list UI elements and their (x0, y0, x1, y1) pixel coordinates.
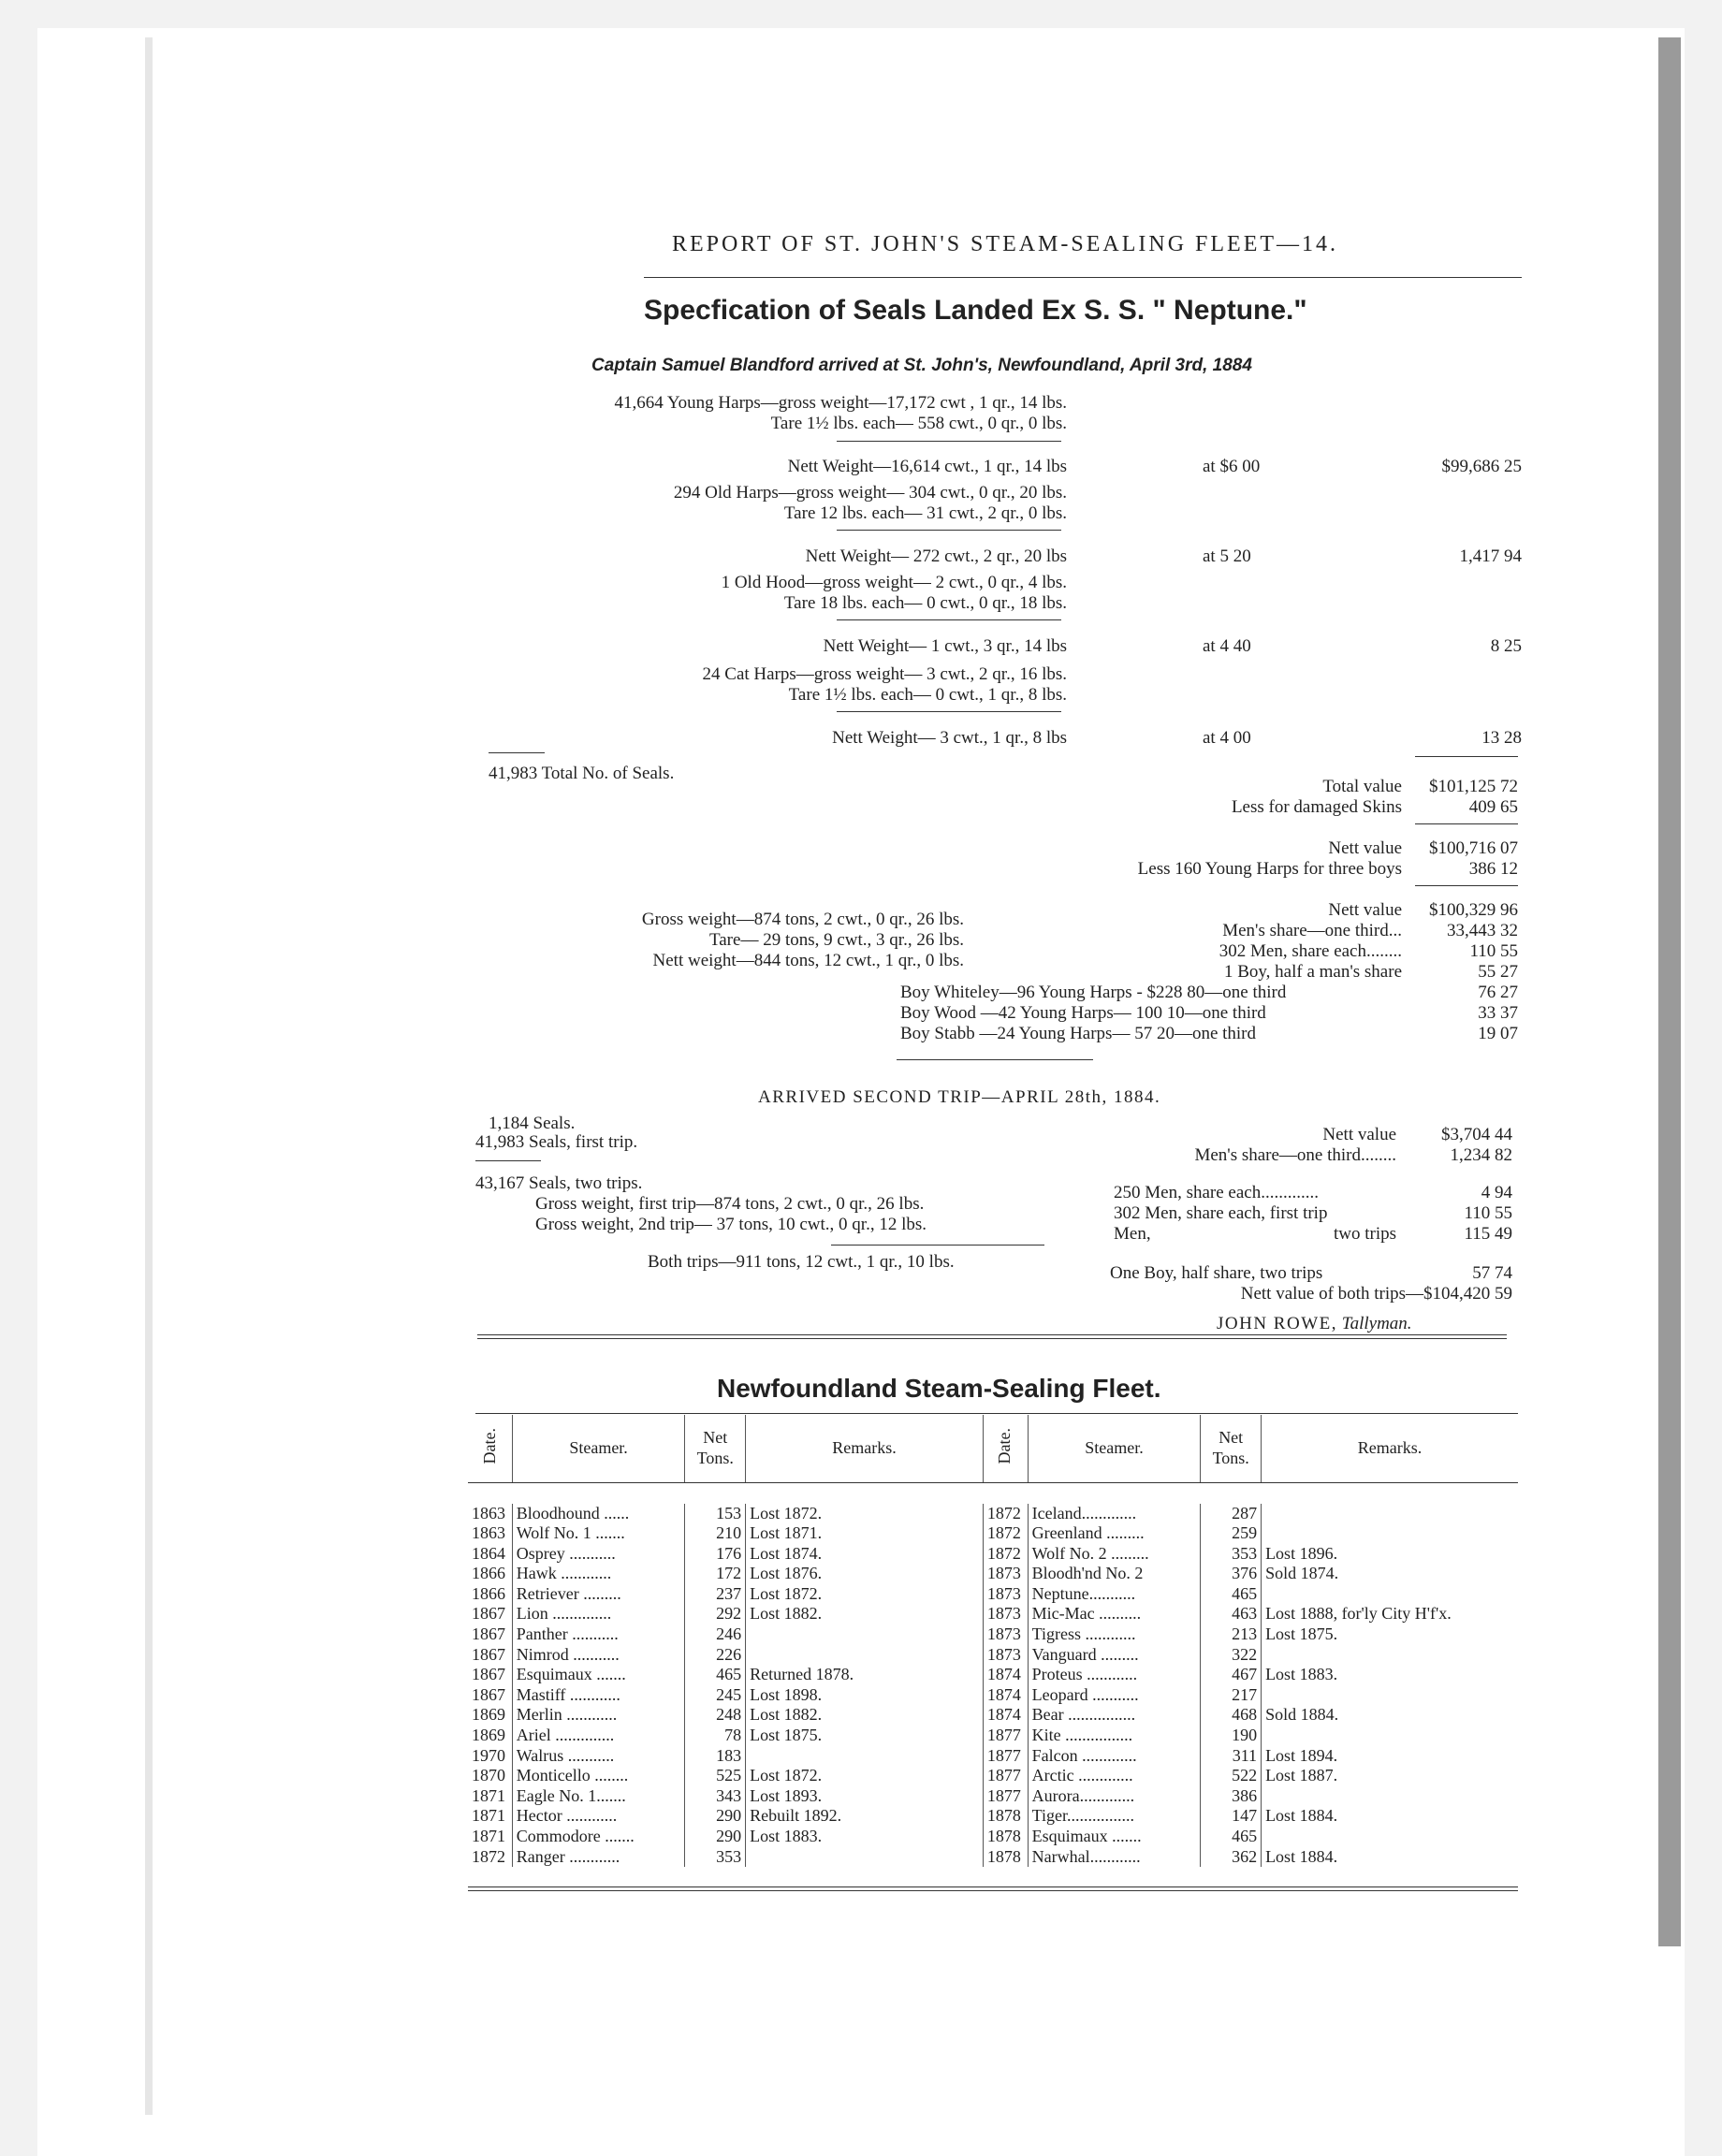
tallyman-title: Tallyman. (1341, 1314, 1412, 1333)
left-remarks-cell: Lost 1898. (746, 1685, 984, 1706)
left-steamer-cell: Walrus ........... (512, 1746, 685, 1767)
old-harps-tare: Tare 12 lbs. each— 31 cwt., 2 qr., 0 lbs. (783, 503, 1067, 523)
young-harps-value: $99,686 25 (1441, 457, 1522, 476)
tallyman-block (1217, 1314, 1412, 1334)
boy-stabb: 19 07 (1478, 1024, 1518, 1043)
sum-rule (831, 1245, 1044, 1246)
total-value-label: Total value (1322, 777, 1402, 796)
right-tons-cell: 190 (1201, 1726, 1262, 1746)
left-remarks-cell: Lost 1882. (746, 1705, 984, 1726)
old-harps-rate: at 5 20 (1203, 546, 1251, 566)
left-steamer-cell: Monticello ........ (512, 1766, 685, 1786)
left-tons-cell: 246 (685, 1624, 746, 1645)
right-steamer-cell: Neptune........... (1028, 1584, 1201, 1605)
right-steamer-cell: Bear ................ (1028, 1705, 1201, 1726)
table-row (468, 1504, 1518, 1524)
damaged-label: Less for damaged Skins (1231, 797, 1402, 817)
right-tons-cell: 259 (1201, 1523, 1262, 1544)
cat-harps-rate: at 4 00 (1203, 728, 1251, 748)
left-remarks-cell: Lost 1875. (746, 1726, 984, 1746)
trip2-mens: 1,234 82 (1450, 1145, 1512, 1165)
left-remarks-cell: Rebuilt 1892. (746, 1806, 984, 1827)
right-remarks-cell (1262, 1584, 1518, 1605)
nett-weight: Nett weight—844 tons, 12 cwt., 1 qr., 0 lbs. (652, 951, 964, 970)
nett-value-2-label: Nett value (1328, 900, 1402, 920)
left-steamer-cell: Nimrod ........... (512, 1645, 685, 1666)
head-rule (644, 277, 1522, 278)
table-row (468, 1544, 1518, 1565)
table-row (468, 1827, 1518, 1847)
left-date-cell: 1870 (468, 1766, 512, 1786)
table-row (468, 1665, 1518, 1685)
right-remarks-cell: Lost 1887. (1265, 1766, 1338, 1785)
right-remarks-cell: Lost 1894. (1265, 1745, 1338, 1765)
two-trips-seals: 43,167 Seals, two trips. (475, 1173, 643, 1193)
left-steamer-cell: Mastiff ............ (512, 1685, 685, 1706)
both-trips-value: Nett value of both trips—$104,420 59 (1240, 1284, 1512, 1304)
boy-two-trips-label: One Boy, half share, two trips (1110, 1263, 1323, 1283)
boy-whiteley-label: Boy Whiteley—96 Young Harps - $228 80—one third (900, 983, 1287, 1002)
left-remarks-cell: Lost 1893. (746, 1786, 984, 1807)
right-steamer-cell: Tigress ............ (1028, 1624, 1201, 1645)
table-row (468, 1685, 1518, 1706)
right-tons-cell: 465 (1201, 1827, 1262, 1847)
remarks-header: Remarks. (746, 1415, 984, 1483)
left-remarks-cell: Lost 1874. (746, 1544, 984, 1565)
left-remarks-cell: Lost 1872. (746, 1584, 984, 1605)
right-date-cell: 1874 (983, 1665, 1028, 1685)
sum-rule (837, 619, 1061, 620)
table-row (468, 1806, 1518, 1827)
right-remarks-cell (1262, 1726, 1518, 1746)
right-date-cell: 1878 (983, 1847, 1028, 1868)
old-hood-rate: at 4 40 (1203, 636, 1251, 656)
left-date-cell: 1863 (468, 1523, 512, 1544)
left-tons-cell: 237 (685, 1584, 746, 1605)
total-value: $101,125 72 (1429, 777, 1518, 796)
men-302-first-label: 302 Men, share each, first trip (1114, 1203, 1328, 1223)
table-row (468, 1746, 1518, 1767)
left-remarks-cell: Returned 1878. (746, 1665, 984, 1685)
left-steamer-cell: Lion .............. (512, 1604, 685, 1624)
left-steamer-cell: Commodore ....... (512, 1827, 685, 1847)
table-row (468, 1604, 1518, 1624)
right-tons-cell: 217 (1201, 1685, 1262, 1706)
boys-deduction: 386 12 (1468, 859, 1518, 879)
right-steamer-cell: Iceland............. (1028, 1504, 1201, 1524)
left-steamer-cell: Bloodhound ...... (512, 1504, 685, 1524)
tons-header: Net Tons. (1201, 1415, 1262, 1483)
right-steamer-cell: Leopard ........... (1028, 1685, 1201, 1706)
left-date-cell: 1867 (468, 1645, 512, 1666)
boy-two-trips: 57 74 (1472, 1263, 1512, 1283)
left-tons-cell: 210 (685, 1523, 746, 1544)
left-steamer-cell: Panther ........... (512, 1624, 685, 1645)
right-date-cell: 1877 (983, 1786, 1028, 1807)
left-tons-cell: 153 (685, 1504, 746, 1524)
right-steamer-cell: Vanguard ......... (1028, 1645, 1201, 1666)
right-remarks-cell: Lost 1896. (1265, 1543, 1338, 1563)
right-tons-cell: 287 (1201, 1504, 1262, 1524)
left-tons-cell: 245 (685, 1685, 746, 1706)
right-remarks-cell (1262, 1827, 1518, 1847)
left-remarks-cell (746, 1624, 984, 1645)
gross-weight: Gross weight—874 tons, 2 cwt., 0 qr., 26 lbs. (641, 910, 964, 929)
table-row (468, 1523, 1518, 1544)
short-rule (475, 1160, 541, 1161)
gross-second-trip: Gross weight, 2nd trip— 37 tons, 10 cwt., 0 qr., 12 lbs. (535, 1215, 927, 1234)
trip2-mens-label: Men's share—one third........ (1194, 1145, 1396, 1165)
right-date-cell: 1877 (983, 1726, 1028, 1746)
fleet-body (468, 1504, 1518, 1868)
left-date-cell: 1864 (468, 1544, 512, 1565)
right-date-cell: 1874 (983, 1705, 1028, 1726)
right-tons-cell: 468 (1201, 1705, 1262, 1726)
left-date-cell: 1867 (468, 1685, 512, 1706)
left-remarks-cell (746, 1645, 984, 1666)
left-steamer-cell: Retriever ......... (512, 1584, 685, 1605)
men-two-trips: 115 49 (1464, 1224, 1512, 1244)
left-date-cell: 1866 (468, 1584, 512, 1605)
first-trip-seals: 41,983 Seals, first trip. (475, 1132, 638, 1152)
mens-share-label: Men's share—one third... (1222, 921, 1402, 940)
boy-half: 55 27 (1478, 962, 1518, 982)
right-steamer-cell: Esquimaux ....... (1028, 1827, 1201, 1847)
cat-harps-nett: Nett Weight— 3 cwt., 1 qr., 8 lbs (832, 728, 1067, 748)
right-steamer-cell: Wolf No. 2 ......... (1028, 1544, 1201, 1565)
table-row (468, 1766, 1518, 1786)
fleet-header-row (468, 1415, 1518, 1483)
left-remarks-cell: Lost 1883. (746, 1827, 984, 1847)
mens-share: 33,443 32 (1447, 921, 1518, 940)
scanner-edge-shadow (1658, 37, 1681, 1946)
left-date-cell: 1867 (468, 1665, 512, 1685)
page-title: Specfication of Seals Landed Ex S. S. " Neptune." (644, 295, 1307, 326)
left-date-cell: 1871 (468, 1786, 512, 1807)
right-tons-cell: 322 (1201, 1645, 1262, 1666)
right-tons-cell: 467 (1201, 1665, 1262, 1685)
left-tons-cell: 226 (685, 1645, 746, 1666)
remarks-header: Remarks. (1262, 1415, 1518, 1483)
left-date-cell: 1867 (468, 1624, 512, 1645)
right-remarks-cell: Lost 1883. (1265, 1665, 1338, 1684)
left-tons-cell: 353 (685, 1847, 746, 1868)
right-remarks-cell: Lost 1884. (1265, 1846, 1338, 1866)
right-date-cell: 1878 (983, 1806, 1028, 1827)
right-steamer-cell: Tiger................ (1028, 1806, 1201, 1827)
both-trips-weight: Both trips—911 tons, 12 cwt., 1 qr., 10 lbs. (648, 1252, 955, 1272)
left-date-cell: 1871 (468, 1827, 512, 1847)
tallyman-name: JOHN ROWE, (1217, 1314, 1337, 1333)
sum-rule (837, 441, 1061, 442)
left-steamer-cell: Osprey ........... (512, 1544, 685, 1565)
sum-rule (837, 711, 1061, 712)
short-rule (489, 752, 545, 753)
left-tons-cell: 525 (685, 1766, 746, 1786)
men-two-trips-suffix: two trips (1333, 1224, 1396, 1244)
steamer-header: Steamer. (512, 1415, 685, 1483)
left-date-cell: 1869 (468, 1705, 512, 1726)
table-row (468, 1705, 1518, 1726)
left-tons-cell: 290 (685, 1806, 746, 1827)
left-date-cell: 1871 (468, 1806, 512, 1827)
left-tons-cell: 290 (685, 1827, 746, 1847)
left-steamer-cell: Ariel .............. (512, 1726, 685, 1746)
fleet-bottom-rule (468, 1886, 1518, 1891)
left-tons-cell: 248 (685, 1705, 746, 1726)
second-trip-seals: 1,184 Seals. (489, 1114, 576, 1133)
right-steamer-cell: Greenland ......... (1028, 1523, 1201, 1544)
gross-first-trip: Gross weight, first trip—874 tons, 2 cwt., 0 qr., 26 lbs. (535, 1194, 925, 1214)
total-seals: 41,983 Total No. of Seals. (489, 764, 675, 783)
old-hood-nett: Nett Weight— 1 cwt., 3 qr., 14 lbs (823, 636, 1067, 656)
left-tons-cell: 465 (685, 1665, 746, 1685)
right-steamer-cell: Bloodh'nd No. 2 (1028, 1564, 1201, 1584)
left-tons-cell: 183 (685, 1746, 746, 1767)
right-date-cell: 1872 (983, 1523, 1028, 1544)
left-date-cell: 1867 (468, 1604, 512, 1624)
nett-value-1-label: Nett value (1328, 838, 1402, 858)
left-steamer-cell: Wolf No. 1 ....... (512, 1523, 685, 1544)
boy-wood-label: Boy Wood —42 Young Harps— 100 10—one third (900, 1003, 1266, 1023)
old-hood-tare: Tare 18 lbs. each— 0 cwt., 0 qr., 18 lbs. (783, 593, 1067, 613)
steamer-header: Steamer. (1028, 1415, 1201, 1483)
old-hood-value: 8 25 (1490, 636, 1522, 656)
trip2-nett: $3,704 44 (1441, 1125, 1512, 1144)
left-remarks-cell: Lost 1882. (746, 1604, 984, 1624)
right-date-cell: 1872 (983, 1504, 1028, 1524)
left-remarks-cell (746, 1746, 984, 1767)
young-harps-rate: at $6 00 (1203, 457, 1261, 476)
second-trip-heading: ARRIVED SECOND TRIP—APRIL 28th, 1884. (758, 1087, 1161, 1107)
old-harps-gross: 294 Old Harps—gross weight— 304 cwt., 0 qr., 20 lbs. (673, 483, 1067, 503)
left-date-cell: 1970 (468, 1746, 512, 1767)
left-steamer-cell: Hawk ............ (512, 1564, 685, 1584)
trip2-nett-label: Nett value (1322, 1125, 1396, 1144)
underlying-page-edge (145, 37, 153, 2115)
fleet-top-rule (475, 1413, 1518, 1414)
left-remarks-cell: Lost 1871. (746, 1523, 984, 1544)
nett-value-2: $100,329 96 (1429, 900, 1518, 920)
left-steamer-cell: Eagle No. 1....... (512, 1786, 685, 1807)
right-tons-cell: 362 (1201, 1847, 1262, 1868)
left-steamer-cell: Merlin ............ (512, 1705, 685, 1726)
boy-whiteley: 76 27 (1478, 983, 1518, 1002)
left-date-cell: 1866 (468, 1564, 512, 1584)
table-row (468, 1847, 1518, 1868)
cat-harps-tare: Tare 1½ lbs. each— 0 cwt., 1 qr., 8 lbs. (788, 685, 1067, 705)
right-steamer-cell: Aurora............. (1028, 1786, 1201, 1807)
right-steamer-cell: Falcon ............. (1028, 1746, 1201, 1767)
left-tons-cell: 78 (685, 1726, 746, 1746)
fleet-title: Newfoundland Steam-Sealing Fleet. (717, 1374, 1161, 1403)
left-remarks-cell (746, 1847, 984, 1868)
right-remarks-cell: Lost 1888, for'ly City H'f'x. (1265, 1604, 1452, 1624)
old-hood-gross: 1 Old Hood—gross weight— 2 cwt., 0 qr., 4 lbs. (721, 573, 1067, 592)
sum-rule (1415, 823, 1518, 824)
left-remarks-cell: Lost 1876. (746, 1564, 984, 1584)
right-date-cell: 1877 (983, 1766, 1028, 1786)
tare-weight: Tare— 29 tons, 9 cwt., 3 qr., 26 lbs. (708, 930, 964, 950)
right-tons-cell: 386 (1201, 1786, 1262, 1807)
right-date-cell: 1872 (983, 1544, 1028, 1565)
boy-half-label: 1 Boy, half a man's share (1223, 962, 1402, 982)
right-tons-cell: 376 (1201, 1564, 1262, 1584)
right-steamer-cell: Arctic ............. (1028, 1766, 1201, 1786)
left-steamer-cell: Hector ............ (512, 1806, 685, 1827)
right-tons-cell: 311 (1201, 1746, 1262, 1767)
right-tons-cell: 463 (1201, 1604, 1262, 1624)
right-remarks-cell: Lost 1875. (1265, 1624, 1338, 1644)
right-remarks-cell: Sold 1874. (1265, 1564, 1339, 1583)
right-remarks-cell (1262, 1685, 1518, 1706)
page-subtitle: Captain Samuel Blandford arrived at St. John's, Newfoundland, April 3rd, 1884 (591, 356, 1252, 375)
left-tons-cell: 172 (685, 1564, 746, 1584)
right-remarks-cell (1262, 1523, 1518, 1544)
right-remarks-cell (1262, 1786, 1518, 1807)
men-250-label: 250 Men, share each............. (1114, 1183, 1319, 1202)
cat-harps-gross: 24 Cat Harps—gross weight— 3 cwt., 2 qr., 16 lbs. (702, 664, 1067, 684)
right-steamer-cell: Proteus ............ (1028, 1665, 1201, 1685)
men-302: 110 55 (1469, 941, 1518, 961)
right-tons-cell: 147 (1201, 1806, 1262, 1827)
right-date-cell: 1873 (983, 1564, 1028, 1584)
left-date-cell: 1872 (468, 1847, 512, 1868)
sum-rule (837, 530, 1061, 531)
left-remarks-cell: Lost 1872. (746, 1504, 984, 1524)
old-harps-value: 1,417 94 (1459, 546, 1522, 566)
boy-stabb-label: Boy Stabb —24 Young Harps— 57 20—one third (900, 1024, 1257, 1043)
right-date-cell: 1873 (983, 1645, 1028, 1666)
men-302-first: 110 55 (1464, 1203, 1512, 1223)
young-harps-nett: Nett Weight—16,614 cwt., 1 qr., 14 lbs (787, 457, 1067, 476)
old-harps-nett: Nett Weight— 272 cwt., 2 qr., 20 lbs (805, 546, 1067, 566)
left-tons-cell: 292 (685, 1604, 746, 1624)
table-row (468, 1645, 1518, 1666)
right-tons-cell: 465 (1201, 1584, 1262, 1605)
men-302-label: 302 Men, share each........ (1219, 941, 1402, 961)
right-date-cell: 1877 (983, 1746, 1028, 1767)
right-steamer-cell: Mic-Mac .......... (1028, 1604, 1201, 1624)
right-tons-cell: 353 (1201, 1544, 1262, 1565)
right-steamer-cell: Kite ................ (1028, 1726, 1201, 1746)
right-remarks-cell (1262, 1645, 1518, 1666)
left-steamer-cell: Ranger ............ (512, 1847, 685, 1868)
fleet-table (468, 1415, 1518, 1867)
right-tons-cell: 522 (1201, 1766, 1262, 1786)
table-row (468, 1786, 1518, 1807)
right-remarks-cell: Sold 1884. (1265, 1705, 1339, 1725)
right-date-cell: 1874 (983, 1685, 1028, 1706)
table-row (468, 1564, 1518, 1584)
right-tons-cell: 213 (1201, 1624, 1262, 1645)
nett-value-1: $100,716 07 (1429, 838, 1518, 858)
left-tons-cell: 343 (685, 1786, 746, 1807)
right-remarks-cell (1262, 1504, 1518, 1524)
left-date-cell: 1869 (468, 1726, 512, 1746)
date-header: Date. (479, 1427, 499, 1464)
men-two-trips-label: Men, (1114, 1224, 1151, 1244)
damaged-value: 409 65 (1468, 797, 1518, 817)
left-remarks-cell: Lost 1872. (746, 1766, 984, 1786)
table-row (468, 1726, 1518, 1746)
left-steamer-cell: Esquimaux ....... (512, 1665, 685, 1685)
young-harps-gross: 41,664 Young Harps—gross weight—17,172 cwt , 1 qr., 14 lbs. (614, 393, 1067, 413)
boy-wood: 33 37 (1478, 1003, 1518, 1023)
date-header: Date. (995, 1427, 1014, 1464)
right-remarks-cell: Lost 1884. (1265, 1806, 1338, 1826)
table-row (468, 1584, 1518, 1605)
sum-rule (1415, 885, 1518, 886)
left-date-cell: 1863 (468, 1504, 512, 1524)
young-harps-tare: Tare 1½ lbs. each— 558 cwt., 0 qr., 0 lbs. (770, 414, 1067, 433)
tons-header: Net Tons. (685, 1415, 746, 1483)
boys-deduction-label: Less 160 Young Harps for three boys (1137, 859, 1402, 879)
men-250: 4 94 (1481, 1183, 1512, 1202)
right-date-cell: 1873 (983, 1604, 1028, 1624)
right-date-cell: 1873 (983, 1584, 1028, 1605)
running-head: REPORT OF ST. JOHN'S STEAM-SEALING FLEET—14. (672, 232, 1339, 256)
right-date-cell: 1878 (983, 1827, 1028, 1847)
double-rule (477, 1334, 1507, 1339)
sum-rule (1415, 756, 1518, 757)
section-rule (897, 1059, 1093, 1060)
table-row (468, 1624, 1518, 1645)
cat-harps-value: 13 28 (1481, 728, 1522, 748)
right-date-cell: 1873 (983, 1624, 1028, 1645)
right-steamer-cell: Narwhal............ (1028, 1847, 1201, 1868)
left-tons-cell: 176 (685, 1544, 746, 1565)
